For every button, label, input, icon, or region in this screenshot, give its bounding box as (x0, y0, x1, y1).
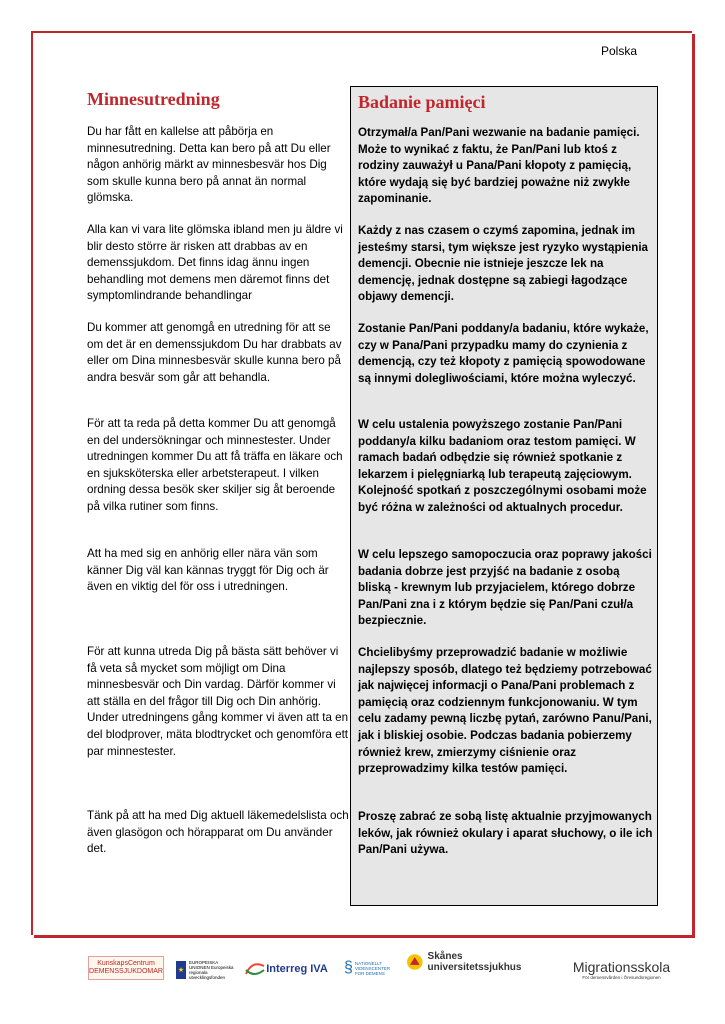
migrationsskola-logo: Migrationsskola För demensvården i Öresundsregionen (572, 958, 671, 980)
skane-logo: Skånes universitetssjukhus (406, 952, 556, 972)
polish-paragraph-5: W celu lepszego samopoczucia oraz poprawy jakości badania dobrze jest przyjść na badanie z osobą bliską - krewnym lub przyjacielem, którego dobrze Pan/Pani zna i z którym będzie się Pan/Pani czuł/a bezpiecznie. (358, 548, 652, 628)
swedish-paragraph-2: Alla kan vi vara lite glömska ibland men ju äldre vi blir desto större är risken att drabbas av en demenssjukdom. Det finns idag ännu ingen behandling mot demens men däremot finns det symptomlindrande behandlingar (87, 223, 343, 303)
swedish-paragraph-3: Du kommer att genomgå en utredning för att se om det är en demenssjukdom Du har drabbats av eller om Dina minnesbesvär skulle kunna bero på andra besvär som går att behandla. (87, 321, 342, 384)
interreg-swoosh-icon (244, 960, 266, 978)
polish-title: Badanie pamięci (358, 92, 486, 112)
eu-logo: ★ EUROPEISKA UNIONEN Europeiska regionala utvecklingsfonden (177, 960, 234, 980)
swedish-title: Minnesutredning (87, 89, 220, 109)
eu-flag-icon: ★ (176, 961, 186, 979)
nationellt-videnscenter-logo: § NATIONELLT VIDENSCENTER FOR DEMENS (344, 959, 391, 976)
swedish-paragraph-6: För att kunna utreda Dig på bästa sätt behöver vi få veta så mycket som möjligt om Dina minnesbesvär och Din vardag. Därför kommer vi att ställa en del frågor till Dig och Din anhörig. Under utredningens gång kommer vi även att ta en del blodprover, mäta blodtrycket och genomföra ett par minnestester. (87, 645, 349, 758)
polish-paragraph-1: Otrzymał/a Pan/Pani wezwanie na badanie pamięci. Może to wynikać z faktu, że Pan/Pani lub ktoś z rodziny zauważył u Pana/Pani kłopoty z pamięcią, które wydają się być bardziej poważne niż zwykłe zapominanie. (358, 126, 640, 206)
polish-paragraph-2: Każdy z nas czasem o czymś zapomina, jednak im jesteśmy starsi, tym większe jest ryzyko wystąpienia demencji. Obecnie nie istnieje jeszcze lek na demencję, jednak dostępne są zabiegi łagodzące objawy demencji. (358, 224, 648, 304)
seahorse-icon: § (344, 959, 353, 976)
skane-griffin-icon (406, 953, 424, 971)
language-label: Polska (600, 44, 637, 58)
swedish-paragraph-4: För att ta reda på detta kommer Du att genomgå en del undersökningar och minnestester. Under utredningen kommer Du att få träffa en läkare och en sjuksköterska eller arbetsterapeut. I vilken ordning dessa besök sker skiljer sig åt beroende på vilka rutiner som finns. (87, 417, 343, 513)
polish-paragraph-6: Chcielibyśmy przeprowadzić badanie w możliwie najlepszy sposób, dlatego też będziemy potrzebować jak najwięcej informacji o Pana/Pani problemach z pamięcią oraz codziennym funkcjonowaniu. W tym celu zadamy pewną liczbę pytań, zarówno Panu/Pani, jak i bliskiej osobie. Podczas badania pobierzemy również krew, zmierzymy ciśnienie oraz przeprowadzimy kilka testów pamięci. (358, 646, 652, 776)
polish-paragraph-4: W celu ustalenia powyższego zostanie Pan/Pani poddany/a kilku badaniom oraz testom pamięci. W ramach badań odbędzie się również spotkanie z lekarzem i pielęgniarką lub terapeutą zajęciowym. Kolejność spotkań z poszczególnymi osobami może być różna w zależności od aktualnych procedur. (358, 418, 647, 514)
swedish-column (87, 88, 349, 856)
polish-paragraph-7: Proszę zabrać ze sobą listę aktualnie przyjmowanych leków, jak również okulary i aparat słuchowy, o ile ich Pan/Pani używa. (358, 810, 653, 857)
footer-logos (84, 948, 674, 988)
polish-paragraph-3: Zostanie Pan/Pani poddany/a badaniu, które wykaże, czy w Pana/Pani przypadku mamy do czynienia z demencją, czy też kłopoty z pamięcią spowodowane są innymi dolegliwościami, które można wyleczyć. (358, 322, 649, 385)
swedish-paragraph-5: Att ha med sig en anhörig eller nära vän som känner Dig väl kan kännas tryggt för Dig och är även en viktig del för oss i utredningen. (87, 547, 329, 594)
interreg-logo: Interreg IVA (244, 958, 328, 980)
swedish-paragraph-7: Tänk på att ha med Dig aktuell läkemedelslista och även glasögon och hörapparat om Du använder det. (87, 809, 349, 856)
polish-column (350, 86, 658, 906)
kunskapscentrum-logo: KunskapsCentrum DEMENSSJUKDOMAR (88, 956, 164, 980)
swedish-paragraph-1: Du har fått en kallelse att påbörja en minnesutredning. Detta kan bero på att Du eller någon anhörig märkt av minnesbesvär hos Dig som skulle kunna bero på annat än normal glömska. (87, 125, 331, 205)
